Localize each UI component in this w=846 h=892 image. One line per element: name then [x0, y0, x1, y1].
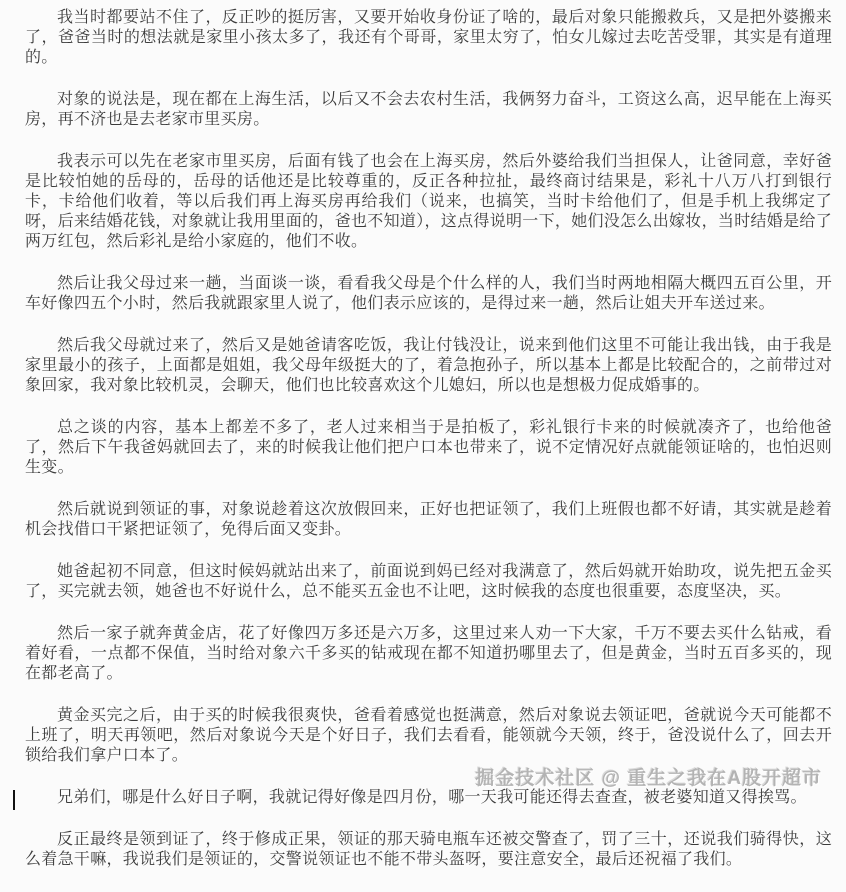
paragraph: 然后我父母就过来了，然后又是她爸请客吃饭，我让付钱没让，说来到他们这里不可能让我出钱，由于我是家里最小的孩子，上面都是姐姐，我父母年级挺大的了，着急抱孙子，所以基本上都是比较配合的，之前带过对象回家，我对象比较机灵，会聊天，他们也比较喜欢这个儿媳妇，所以也是想极力促成婚事的。 [25, 337, 832, 394]
paragraph: 然后让我父母过来一趟，当面谈一谈，看看我父母是个什么样的人，我们当时两地相隔大概四五百公里，开车好像四五个小时，然后我就跟家里人说了，他们表示应该的，是得过来一趟，然后让姐夫开车送过来。 [25, 275, 832, 312]
paragraph: 反正最终是领到证了，终于修成正果，领证的那天骑电瓶车还被交警查了，罚了三十，还说我们骑得快，这么着急干嘛，我说我们是领证的，交警说领证也不能不带头盔呀，要注意安全，最后还祝福了我们。 [25, 831, 832, 868]
paragraph: 对象的说法是，现在都在上海生活，以后又不会去农村生活，我俩努力奋斗，工资这么高，迟早能在上海买房，再不济也是去老家市里买房。 [25, 91, 832, 128]
paragraph: 兄弟们，哪是什么好日子啊，我就记得好像是四月份，哪一天我可能还得去查查，被老婆知道又得挨骂。 [57, 789, 807, 806]
paragraph: 黄金买完之后，由于买的时候我很爽快，爸看着感觉也挺满意，然后对象说去领证吧，爸就说今天可能都不上班了，明天再领吧，然后对象说今天是个好日子，我们去看看，能领就今天领，终于，爸没说什么了，回去开锁给我们拿户口本了。 [25, 707, 832, 764]
paragraph: 我表示可以先在老家市里买房，后面有钱了也会在上海买房，然后外婆给我们当担保人，让爸同意，幸好爸是比较怕她的岳母的，岳母的话他还是比较尊重的，反正各种拉扯，最终商讨结果是，彩礼十八万八打到银行卡，卡给他们收着，等以后我们再上海买房再给我们（说来，也搞笑，当时卡给他们了，但是手机上我绑定了呀，后来结婚花钱，对象就让我用里面的，爸也不知道），这点得说明一下，她们没怎么出嫁妆，当时结婚是给了两万红包，然后彩礼是给小家庭的，他们不收。 [25, 153, 833, 250]
paragraph: 我当时都要站不住了，反正吵的挺厉害，又要开始收身份证了啥的，最后对象只能搬救兵，又是把外婆搬来了，爸爸当时的想法就是家里小孩太多了，我还有个哥哥，家里太穷了，怕女儿嫁过去吃苦受罪，其实是有道理的。 [25, 9, 832, 66]
paragraph: 然后就说到领证的事，对象说趁着这次放假回来，正好也把证领了，我们上班假也都不好请，其实就是趁着机会找借口干紧把证领了，免得后面又变卦。 [25, 501, 832, 538]
watermark: 掘金技术社区 @ 重生之我在A股开超市 [475, 768, 822, 789]
paragraph: 然后一家子就奔黄金店，花了好像四万多还是六万多，这里过来人劝一下大家，千万不要去买什么钻戒，看着好看，一点都不保值，当时给对象六千多买的钻戒现在都不知道扔哪里去了，但是黄金，当时五百多买的，现在都老高了。 [25, 625, 832, 682]
paragraph: 总之谈的内容，基本上都差不多了，老人过来相当于是拍板了，彩礼银行卡来的时候就凑齐了，也给他爸了，然后下午我爸妈就回去了，来的时候我让他们把户口本也带来了，说不定情况好点就能领证啥的，也怕迟则生变。 [25, 419, 832, 476]
text-cursor [13, 790, 15, 810]
paragraph: 她爸起初不同意，但这时候妈就站出来了，前面说到妈已经对我满意了，然后妈就开始助攻，说先把五金买了，买完就去领，她爸也不好说什么，总不能买五金也不让吧，这时候我的态度也很重要，态度坚决，买。 [25, 563, 832, 600]
